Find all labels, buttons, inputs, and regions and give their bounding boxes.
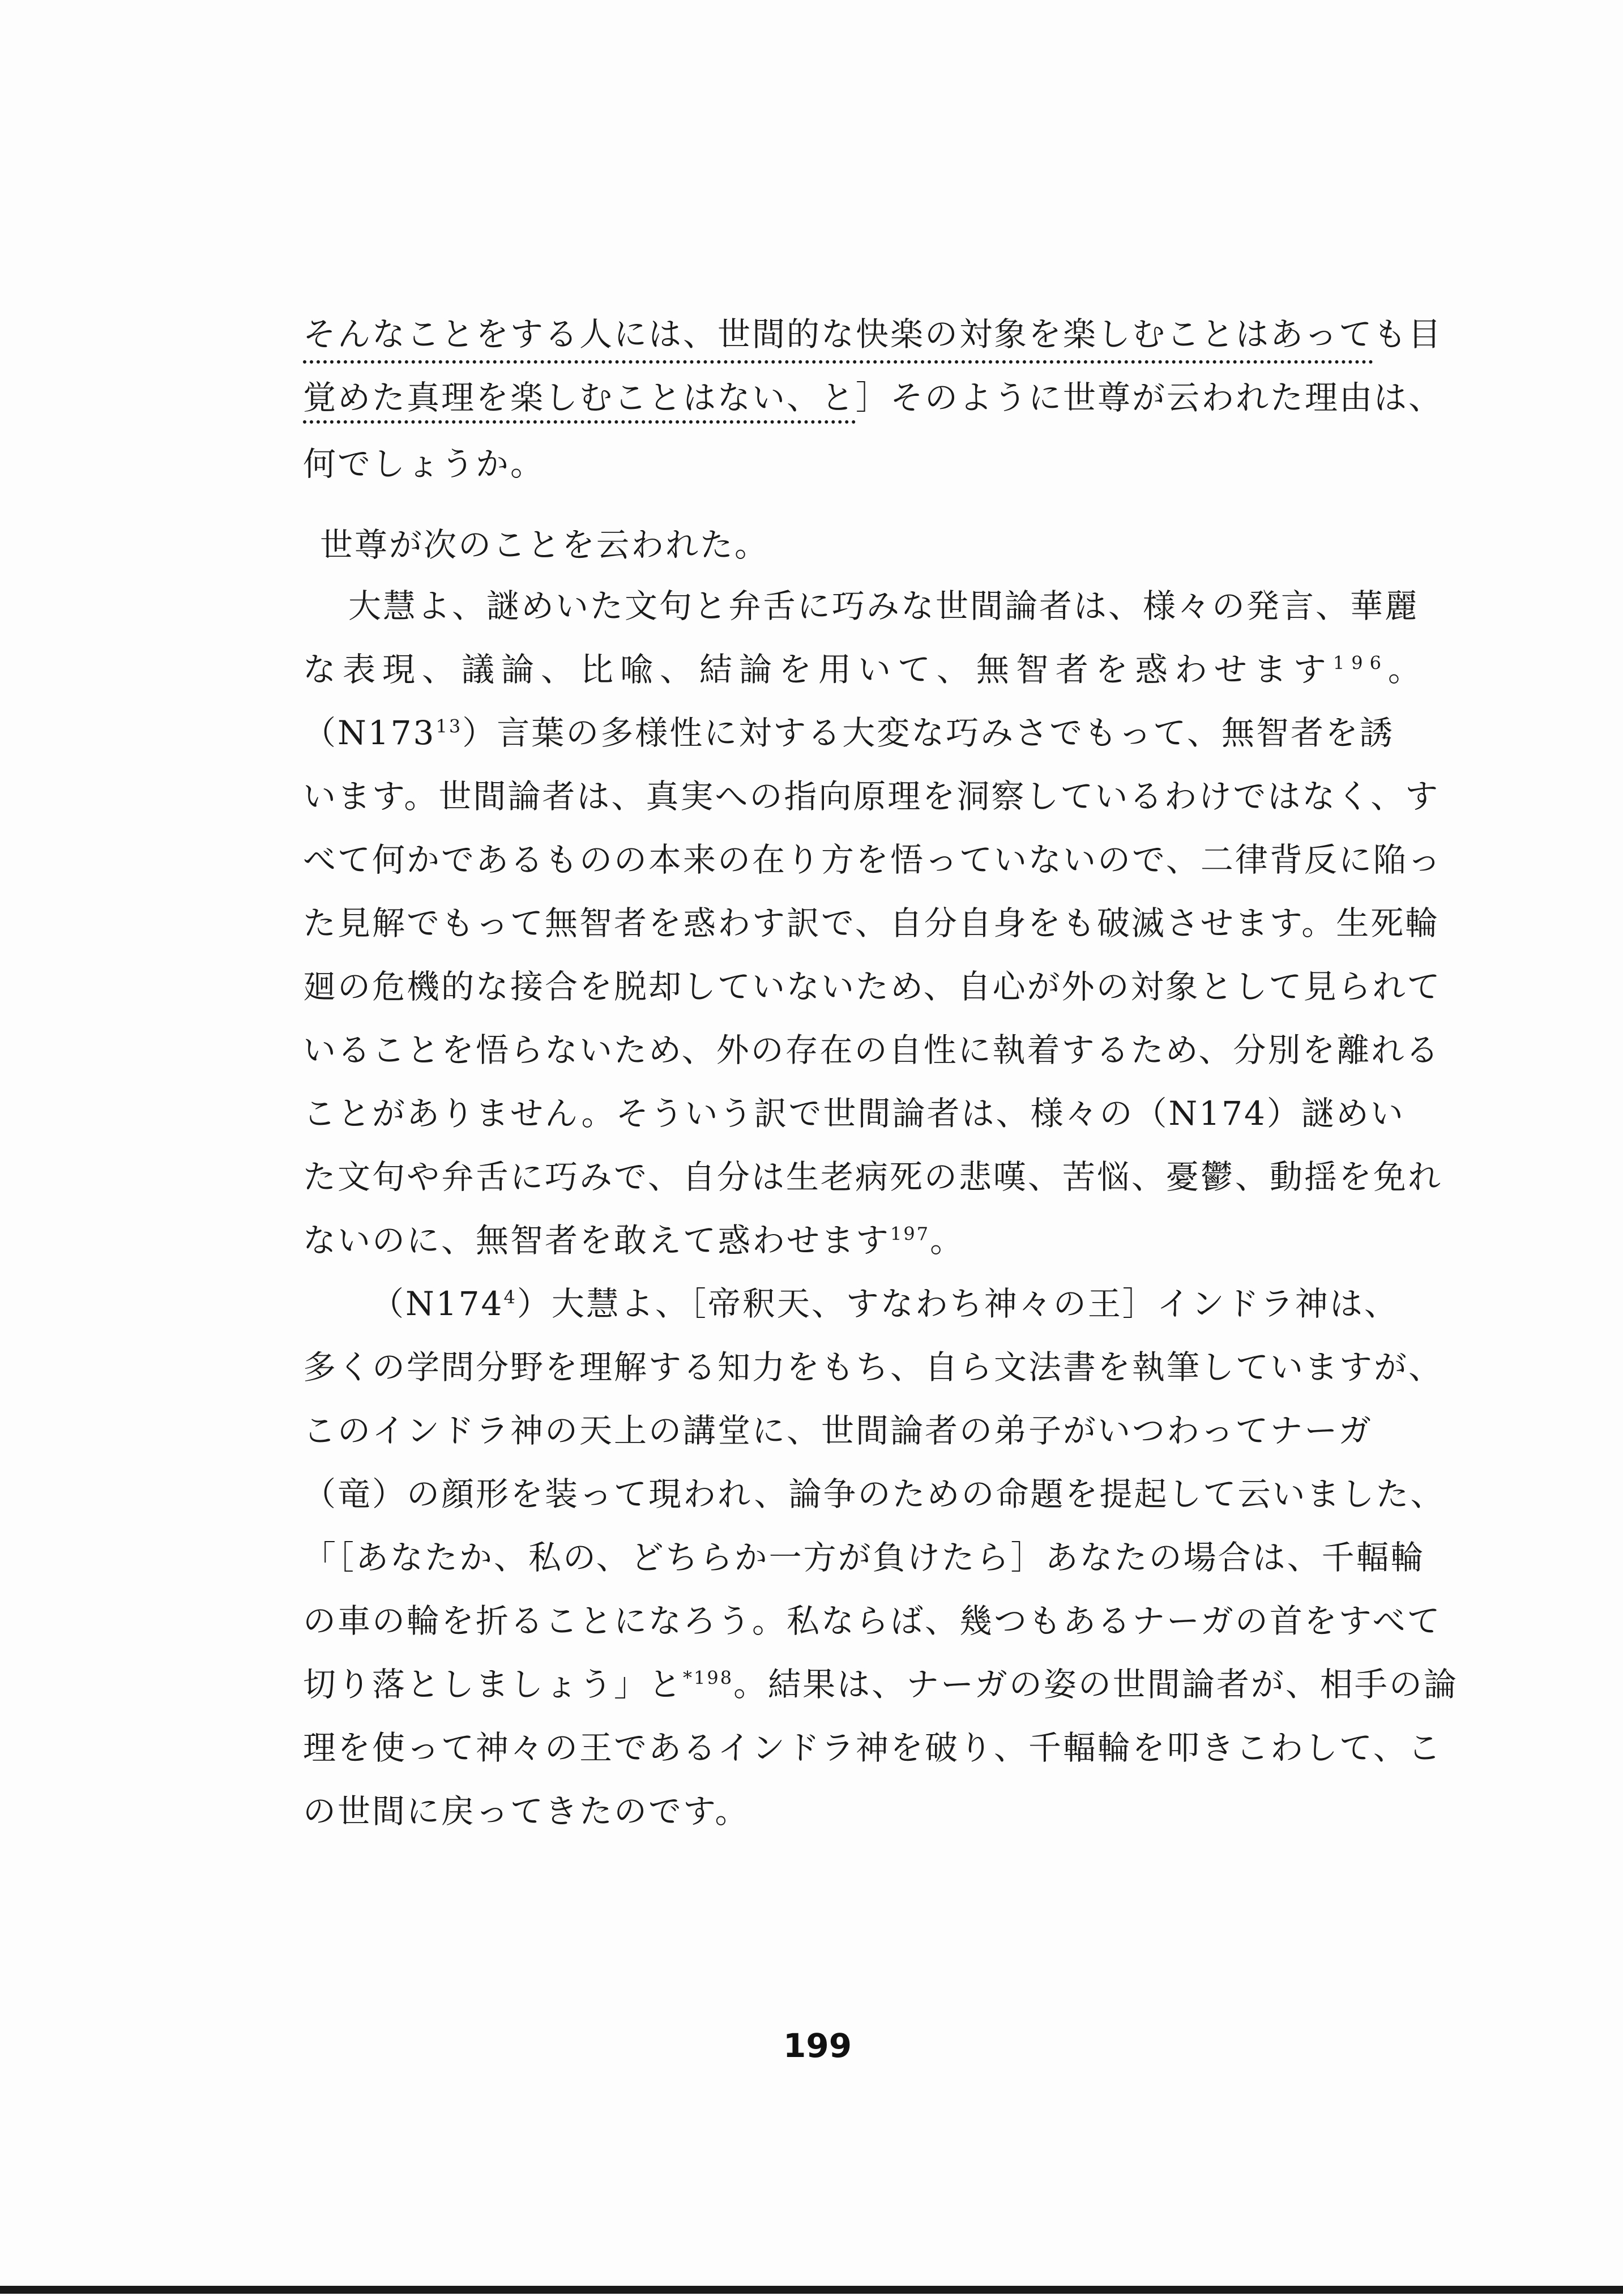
- text-line-20: [303, 1535, 1425, 1580]
- text-line-11: [303, 964, 1442, 1009]
- text-span: な表現、議論、比喩、結論を用いて、無智者を惑わせます: [303, 650, 1333, 689]
- text-line-14: [303, 1154, 1442, 1200]
- text-span: た文句や弁舌に巧みで、自分は生老病死の悲嘆、苦悩、憂鬱、動揺を免れ: [303, 1158, 1442, 1196]
- text-span: （N173: [303, 714, 436, 752]
- text-line-8: [303, 774, 1440, 819]
- underlined-text: 覚めた真理を楽しむことはない、と: [303, 378, 856, 424]
- text-line-15: [303, 1218, 1373, 1263]
- text-line-1: [303, 311, 1443, 364]
- text-span: 世尊が次のことを云われた。: [320, 526, 770, 564]
- text-line-6: [303, 647, 1428, 692]
- bottom-border: [0, 2286, 1623, 2294]
- text-line-18: [303, 1408, 1373, 1453]
- text-line-2: [303, 375, 1443, 420]
- text-line-24: [303, 1789, 1373, 1834]
- text-span: 大慧よ、謎めいた文句と弁舌に巧みな世間論者は、様々の発言、華麗: [348, 587, 1420, 625]
- text-line-9: [303, 837, 1442, 882]
- text-line-3: [303, 441, 1373, 486]
- text-span: （N174: [371, 1284, 504, 1323]
- text-line-12: [303, 1027, 1441, 1073]
- text-span: の世間に戻ってきたのです。: [303, 1792, 750, 1830]
- text-span: 何でしょうか。: [303, 445, 545, 483]
- text-line-4: [320, 522, 1390, 567]
- text-line-5: [348, 583, 1419, 629]
- text-line-21: [303, 1598, 1442, 1644]
- text-line-13: [303, 1091, 1405, 1136]
- text-span: べて何かであるものの本来の在り方を悟っていないので、二律背反に陥っ: [303, 840, 1442, 879]
- footnote-marker: 197: [890, 1223, 930, 1245]
- text-span: 理を使って神々の王であるインドラ神を破り、千輻輪を叩きこわして、こ: [303, 1729, 1442, 1767]
- text-span: 多くの学問分野を理解する知力をもち、自ら文法書を執筆していますが、: [303, 1348, 1443, 1386]
- text-line-10: [303, 901, 1440, 946]
- text-line-19: [303, 1471, 1445, 1517]
- text-span: 。: [1387, 650, 1428, 689]
- text-span: ）大慧よ、［帝釈天、すなわち神々の王］インドラ神は、: [516, 1284, 1399, 1323]
- page-number: 199: [783, 2026, 852, 2065]
- underlined-text: そんなことをする人には、世間的な快楽の対象を楽しむことはあっても目: [303, 315, 1443, 353]
- text-span: た見解でもって無智者を惑わす訳で、自分自身をも破滅させます。生死輪: [303, 904, 1440, 942]
- footnote-marker: 4: [503, 1286, 517, 1308]
- text-span: 。結果は、ナーガの姿の世間論者が、相手の論: [733, 1665, 1458, 1704]
- text-span: ないのに、無智者を敢えて惑わせます: [303, 1221, 891, 1260]
- text-span: いることを悟らないため、外の存在の自性に執着するため、分別を離れる: [303, 1031, 1441, 1069]
- text-line-7: [303, 710, 1395, 756]
- text-line-16: [371, 1281, 1441, 1326]
- footnote-marker: 196: [1332, 652, 1388, 674]
- text-span: 。: [930, 1221, 965, 1260]
- text-span: このインドラ神の天上の講堂に、世間論者の弟子がいつわってナーガ: [303, 1411, 1373, 1450]
- text-span: ］そのように世尊が云われた理由は、: [856, 378, 1443, 417]
- text-span: 切り落としましょう」と: [303, 1665, 684, 1704]
- text-span: （竜）の顔形を装って現われ、論争のための命題を提起して云いました、: [303, 1475, 1445, 1513]
- text-line-23: [303, 1725, 1442, 1770]
- footnote-marker: 13: [435, 715, 463, 737]
- text-span: ）言葉の多様性に対する大変な巧みさでもって、無智者を誘: [462, 714, 1395, 752]
- text-span: の車の輪を折ることになろう。私ならば、幾つもあるナーガの首をすべて: [303, 1602, 1442, 1640]
- text-line-17: [303, 1345, 1443, 1390]
- footnote-marker: *198: [683, 1667, 734, 1689]
- text-span: います。世間論者は、真実への指向原理を洞察しているわけではなく、す: [303, 777, 1440, 816]
- text-span: ことがありません。そういう訳で世間論者は、様々の（N174）謎めい: [303, 1094, 1405, 1133]
- text-span: 「［あなたか、私の、どちらか一方が負けたら］あなたの場合は、千輻輪: [303, 1538, 1425, 1577]
- text-line-22: [303, 1662, 1458, 1707]
- text-span: 廻の危機的な接合を脱却していないため、自心が外の対象として見られて: [303, 967, 1442, 1006]
